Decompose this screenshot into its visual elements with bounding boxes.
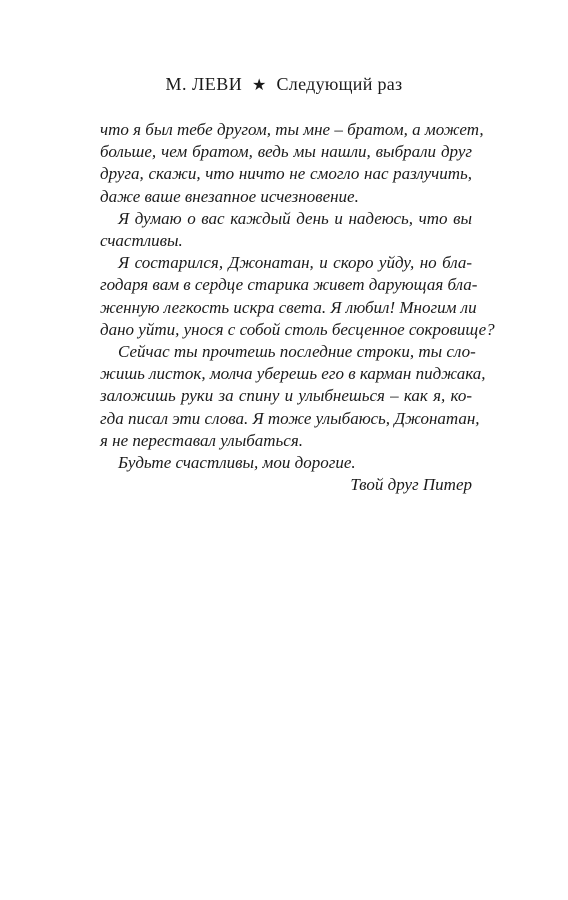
text-line: Сейчас ты прочтешь последние строки, ты сло- xyxy=(118,342,476,362)
text-line: дано уйти, унося с собой столь бесценное сокровище? xyxy=(100,319,495,339)
text-line: женную легкость искра света. Я любил! Многим ли xyxy=(100,297,477,317)
book-title: Следующий раз xyxy=(276,74,403,94)
letter-text xyxy=(100,119,495,496)
letter-signature: Твой друг Питер xyxy=(350,475,472,495)
text-line: больше, чем братом, ведь мы нашли, выбрали друг xyxy=(100,142,472,162)
text-line: даже ваше внезапное исчезновение. xyxy=(100,186,359,206)
text-line: жишь листок, молча уберешь его в карман пиджака, xyxy=(100,364,486,384)
text-line: заложишь руки за спину и улыбнешься – как я, ко- xyxy=(100,386,472,406)
text-line: друга, скажи, что ничто не смогло нас разлучить, xyxy=(100,164,472,184)
text-line: счастливы. xyxy=(100,231,183,251)
text-line: гда писал эти слова. Я тоже улыбаюсь, Джонатан, xyxy=(100,408,480,428)
text-line: годаря вам в сердце старика живет дарующая бла- xyxy=(100,275,478,295)
running-head xyxy=(0,74,568,95)
text-line: я не переставал улыбаться. xyxy=(100,430,303,450)
text-line: Я думаю о вас каждый день и надеюсь, что вы xyxy=(118,208,472,228)
star-icon: ★ xyxy=(252,77,267,94)
text-line: Будьте счастливы, мои дорогие. xyxy=(118,453,356,473)
text-line: Я состарился, Джонатан, и скоро уйду, но бла- xyxy=(118,253,472,273)
author-name: М. ЛЕВИ xyxy=(165,74,243,94)
text-line: что я был тебе другом, ты мне – братом, а может, xyxy=(100,120,484,139)
